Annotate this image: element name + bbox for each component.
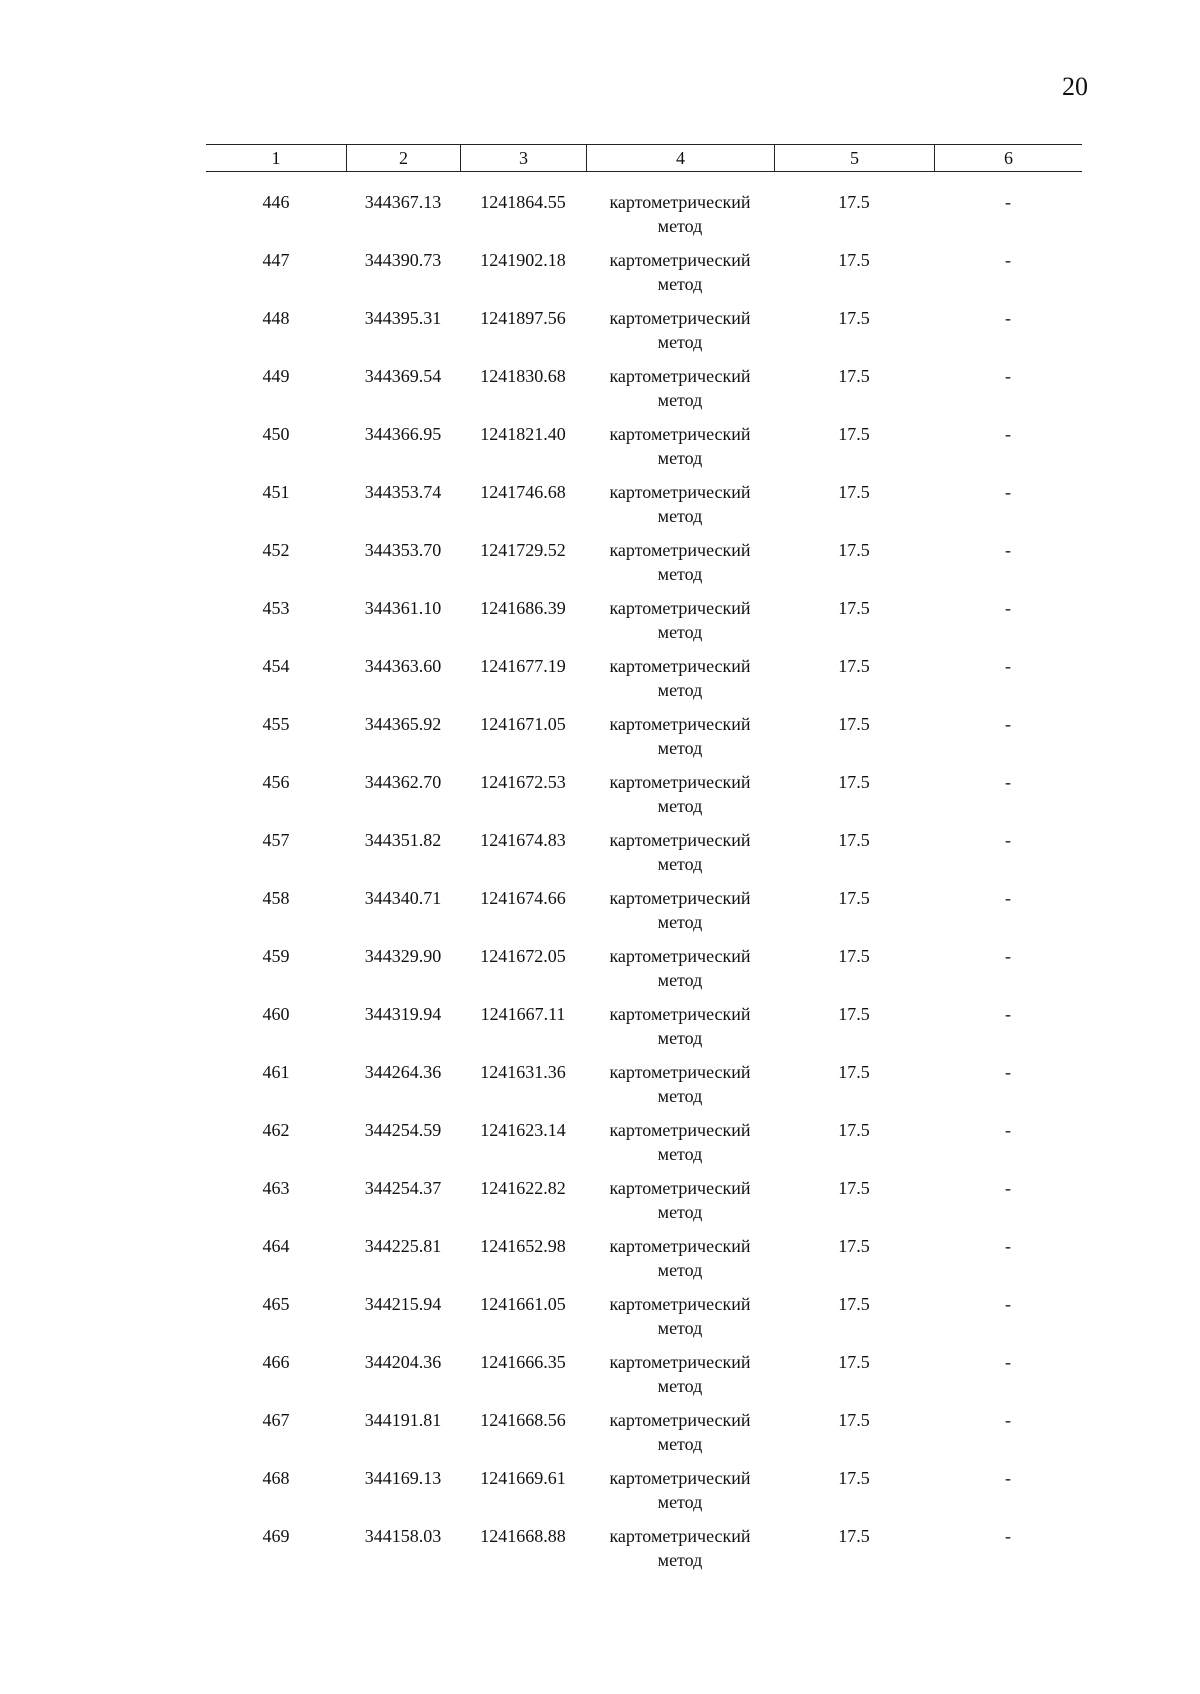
accuracy-cell: 17.5: [838, 1410, 870, 1430]
table-row: [206, 190, 1082, 242]
point-number-cell: 466: [262, 1352, 290, 1372]
method-line-2: метод: [657, 622, 703, 642]
point-number-cell: 448: [262, 308, 290, 328]
method-line-1: картометрический: [609, 192, 751, 212]
method-cell: [586, 770, 774, 818]
point-number-cell: 458: [262, 888, 290, 908]
method-line-1: картометрический: [609, 888, 751, 908]
table-row: [206, 1118, 1082, 1170]
note-cell: -: [1005, 250, 1011, 270]
coordinate-y-cell: 1241864.55: [480, 192, 566, 212]
coordinate-x-cell: 344361.10: [364, 598, 442, 618]
accuracy-cell: 17.5: [838, 714, 870, 734]
accuracy-cell: 17.5: [838, 772, 870, 792]
method-cell: [586, 1350, 774, 1398]
note-cell: -: [1005, 830, 1011, 850]
method-cell: [586, 1060, 774, 1108]
accuracy-cell: 17.5: [838, 1178, 870, 1198]
coordinate-x-cell: 344351.82: [364, 830, 442, 850]
method-line-1: картометрический: [609, 1062, 751, 1082]
method-cell: [586, 480, 774, 528]
note-cell: -: [1005, 946, 1011, 966]
method-line-1: картометрический: [609, 1352, 751, 1372]
coordinate-y-cell: 1241677.19: [480, 656, 566, 676]
coordinate-x-cell: 344353.74: [364, 482, 442, 502]
note-cell: -: [1005, 598, 1011, 618]
method-line-2: метод: [657, 970, 703, 990]
accuracy-cell: 17.5: [838, 482, 870, 502]
note-cell: -: [1005, 540, 1011, 560]
table-row: [206, 828, 1082, 880]
coordinate-y-cell: 1241746.68: [480, 482, 566, 502]
method-line-1: картометрический: [609, 1120, 751, 1140]
table-row: [206, 480, 1082, 532]
point-number-cell: 465: [262, 1294, 290, 1314]
point-number-cell: 455: [262, 714, 290, 734]
table-row: [206, 712, 1082, 764]
method-cell: [586, 654, 774, 702]
coordinate-y-cell: 1241674.83: [480, 830, 566, 850]
method-line-2: метод: [657, 738, 703, 758]
method-line-2: метод: [657, 796, 703, 816]
method-line-1: картометрический: [609, 598, 751, 618]
method-cell: [586, 944, 774, 992]
accuracy-cell: 17.5: [838, 540, 870, 560]
method-cell: [586, 248, 774, 296]
coordinate-y-cell: 1241672.05: [480, 946, 566, 966]
method-cell: [586, 1524, 774, 1572]
method-line-1: картометрический: [609, 424, 751, 444]
note-cell: -: [1005, 888, 1011, 908]
method-cell: [586, 1118, 774, 1166]
note-cell: -: [1005, 1004, 1011, 1024]
header-col-1: 1: [271, 147, 281, 168]
coordinate-x-cell: 344169.13: [364, 1468, 442, 1488]
point-number-cell: 463: [262, 1178, 290, 1198]
point-number-cell: 464: [262, 1236, 290, 1256]
coordinate-x-cell: 344204.36: [364, 1352, 442, 1372]
point-number-cell: 452: [262, 540, 290, 560]
method-line-1: картометрический: [609, 366, 751, 386]
point-number-cell: 467: [262, 1410, 290, 1430]
method-line-2: метод: [657, 390, 703, 410]
point-number-cell: 451: [262, 482, 290, 502]
method-line-1: картометрический: [609, 1410, 751, 1430]
point-number-cell: 461: [262, 1062, 290, 1082]
table-row: [206, 538, 1082, 590]
coordinate-y-cell: 1241623.14: [480, 1120, 566, 1140]
note-cell: -: [1005, 1236, 1011, 1256]
coordinate-y-cell: 1241668.88: [480, 1526, 566, 1546]
method-line-1: картометрический: [609, 308, 751, 328]
table-row: [206, 886, 1082, 938]
method-line-1: картометрический: [609, 1004, 751, 1024]
accuracy-cell: 17.5: [838, 308, 870, 328]
method-cell: [586, 422, 774, 470]
point-number-cell: 449: [262, 366, 290, 386]
method-line-1: картометрический: [609, 540, 751, 560]
accuracy-cell: 17.5: [838, 1062, 870, 1082]
method-line-2: метод: [657, 1434, 703, 1454]
accuracy-cell: 17.5: [838, 1004, 870, 1024]
table-row: [206, 1234, 1082, 1286]
method-line-1: картометрический: [609, 772, 751, 792]
method-cell: [586, 306, 774, 354]
method-line-1: картометрический: [609, 482, 751, 502]
point-number-cell: 462: [262, 1120, 290, 1140]
table-row: [206, 1060, 1082, 1112]
coordinate-y-cell: 1241897.56: [480, 308, 566, 328]
accuracy-cell: 17.5: [838, 830, 870, 850]
table-row: [206, 1350, 1082, 1402]
method-line-1: картометрический: [609, 1526, 751, 1546]
coordinate-x-cell: 344395.31: [364, 308, 442, 328]
accuracy-cell: 17.5: [838, 1526, 870, 1546]
method-line-1: картометрический: [609, 714, 751, 734]
method-line-2: метод: [657, 1028, 703, 1048]
method-line-2: метод: [657, 216, 703, 236]
method-line-2: метод: [657, 448, 703, 468]
method-line-1: картометрический: [609, 1468, 751, 1488]
coordinate-y-cell: 1241669.61: [480, 1468, 566, 1488]
accuracy-cell: 17.5: [838, 1468, 870, 1488]
coordinate-y-cell: 1241830.68: [480, 366, 566, 386]
table-row: [206, 422, 1082, 474]
method-line-1: картометрический: [609, 946, 751, 966]
coordinate-x-cell: 344366.95: [364, 424, 442, 444]
table-row: [206, 654, 1082, 706]
note-cell: -: [1005, 366, 1011, 386]
method-line-2: метод: [657, 1318, 703, 1338]
method-cell: [586, 1176, 774, 1224]
accuracy-cell: 17.5: [838, 1120, 870, 1140]
accuracy-cell: 17.5: [838, 250, 870, 270]
accuracy-cell: 17.5: [838, 946, 870, 966]
coordinate-y-cell: 1241686.39: [480, 598, 566, 618]
accuracy-cell: 17.5: [838, 424, 870, 444]
table-row: [206, 1292, 1082, 1344]
coordinate-x-cell: 344353.70: [364, 540, 442, 560]
method-cell: [586, 1292, 774, 1340]
method-cell: [586, 886, 774, 934]
coordinate-x-cell: 344225.81: [364, 1236, 442, 1256]
point-number-cell: 454: [262, 656, 290, 676]
note-cell: -: [1005, 1294, 1011, 1314]
method-line-2: метод: [657, 680, 703, 700]
method-line-1: картометрический: [609, 1294, 751, 1314]
table-row: [206, 1176, 1082, 1228]
coordinate-x-cell: 344367.13: [364, 192, 442, 212]
method-line-2: метод: [657, 1550, 703, 1570]
method-line-2: метод: [657, 1492, 703, 1512]
coordinate-x-cell: 344363.60: [364, 656, 442, 676]
note-cell: -: [1005, 1468, 1011, 1488]
note-cell: -: [1005, 192, 1011, 212]
note-cell: -: [1005, 1526, 1011, 1546]
coordinate-y-cell: 1241631.36: [480, 1062, 566, 1082]
method-line-1: картометрический: [609, 250, 751, 270]
page-number: 20: [1062, 72, 1088, 101]
point-number-cell: 447: [262, 250, 290, 270]
method-line-2: метод: [657, 1202, 703, 1222]
point-number-cell: 459: [262, 946, 290, 966]
coordinate-y-cell: 1241652.98: [480, 1236, 566, 1256]
coordinate-x-cell: 344264.36: [364, 1062, 442, 1082]
method-line-2: метод: [657, 912, 703, 932]
point-number-cell: 460: [262, 1004, 290, 1024]
method-cell: [586, 190, 774, 238]
accuracy-cell: 17.5: [838, 656, 870, 676]
note-cell: -: [1005, 308, 1011, 328]
coordinate-y-cell: 1241821.40: [480, 424, 566, 444]
accuracy-cell: 17.5: [838, 888, 870, 908]
coordinate-y-cell: 1241666.35: [480, 1352, 566, 1372]
method-line-2: метод: [657, 506, 703, 526]
note-cell: -: [1005, 482, 1011, 502]
coordinate-x-cell: 344369.54: [364, 366, 442, 386]
coordinate-y-cell: 1241674.66: [480, 888, 566, 908]
method-cell: [586, 364, 774, 412]
coordinate-x-cell: 344215.94: [364, 1294, 442, 1314]
method-line-1: картометрический: [609, 1178, 751, 1198]
header-col-3: 3: [460, 145, 586, 171]
coordinate-x-cell: 344158.03: [364, 1526, 442, 1546]
point-number-cell: 469: [262, 1526, 290, 1546]
header-col-4: 4: [586, 145, 774, 171]
coordinate-y-cell: 1241661.05: [480, 1294, 566, 1314]
method-cell: [586, 1466, 774, 1514]
method-cell: [586, 1002, 774, 1050]
method-cell: [586, 712, 774, 760]
note-cell: -: [1005, 1410, 1011, 1430]
table-row: [206, 364, 1082, 416]
method-cell: [586, 1408, 774, 1456]
table-row: [206, 1524, 1082, 1576]
accuracy-cell: 17.5: [838, 1236, 870, 1256]
accuracy-cell: 17.5: [838, 366, 870, 386]
note-cell: -: [1005, 714, 1011, 734]
table-row: [206, 248, 1082, 300]
coordinate-x-cell: 344362.70: [364, 772, 442, 792]
point-number-cell: 453: [262, 598, 290, 618]
method-line-2: метод: [657, 332, 703, 352]
point-number-cell: 468: [262, 1468, 290, 1488]
method-cell: [586, 596, 774, 644]
method-line-1: картометрический: [609, 1236, 751, 1256]
header-col-5: 5: [774, 145, 934, 171]
method-cell: [586, 828, 774, 876]
note-cell: -: [1005, 1352, 1011, 1372]
point-number-cell: 457: [262, 830, 290, 850]
table-row: [206, 1002, 1082, 1054]
method-line-2: метод: [657, 274, 703, 294]
note-cell: -: [1005, 1178, 1011, 1198]
method-line-2: метод: [657, 854, 703, 874]
coordinate-x-cell: 344340.71: [364, 888, 442, 908]
accuracy-cell: 17.5: [838, 1352, 870, 1372]
accuracy-cell: 17.5: [838, 598, 870, 618]
coordinate-x-cell: 344365.92: [364, 714, 442, 734]
method-line-2: метод: [657, 1086, 703, 1106]
method-line-2: метод: [657, 1260, 703, 1280]
table-row: [206, 944, 1082, 996]
coordinate-y-cell: 1241729.52: [480, 540, 566, 560]
method-cell: [586, 538, 774, 586]
point-number-cell: 450: [262, 424, 290, 444]
point-number-cell: 456: [262, 772, 290, 792]
method-line-2: метод: [657, 564, 703, 584]
table-row: [206, 306, 1082, 358]
coordinate-y-cell: 1241671.05: [480, 714, 566, 734]
note-cell: -: [1005, 1062, 1011, 1082]
note-cell: -: [1005, 424, 1011, 444]
coordinate-y-cell: 1241902.18: [480, 250, 566, 270]
method-cell: [586, 1234, 774, 1282]
coordinate-y-cell: 1241667.11: [480, 1004, 566, 1024]
method-line-1: картометрический: [609, 656, 751, 676]
coordinate-y-cell: 1241672.53: [480, 772, 566, 792]
method-line-2: метод: [657, 1144, 703, 1164]
note-cell: -: [1005, 772, 1011, 792]
note-cell: -: [1005, 1120, 1011, 1140]
header-col-6: 6: [934, 145, 1082, 171]
method-line-1: картометрический: [609, 830, 751, 850]
accuracy-cell: 17.5: [838, 192, 870, 212]
table-row: [206, 1466, 1082, 1518]
accuracy-cell: 17.5: [838, 1294, 870, 1314]
table-row: [206, 770, 1082, 822]
coordinate-x-cell: 344319.94: [364, 1004, 442, 1024]
table-row: [206, 596, 1082, 648]
point-number-cell: 446: [262, 192, 290, 212]
coordinate-x-cell: 344254.59: [364, 1120, 442, 1140]
coordinate-y-cell: 1241622.82: [480, 1178, 566, 1198]
note-cell: -: [1005, 656, 1011, 676]
coordinate-y-cell: 1241668.56: [480, 1410, 566, 1430]
coordinate-x-cell: 344329.90: [364, 946, 442, 966]
table-row: [206, 1408, 1082, 1460]
coordinate-x-cell: 344254.37: [364, 1178, 442, 1198]
coordinate-x-cell: 344390.73: [364, 250, 442, 270]
method-line-2: метод: [657, 1376, 703, 1396]
header-col-2: 2: [346, 145, 460, 171]
coordinate-x-cell: 344191.81: [364, 1410, 442, 1430]
